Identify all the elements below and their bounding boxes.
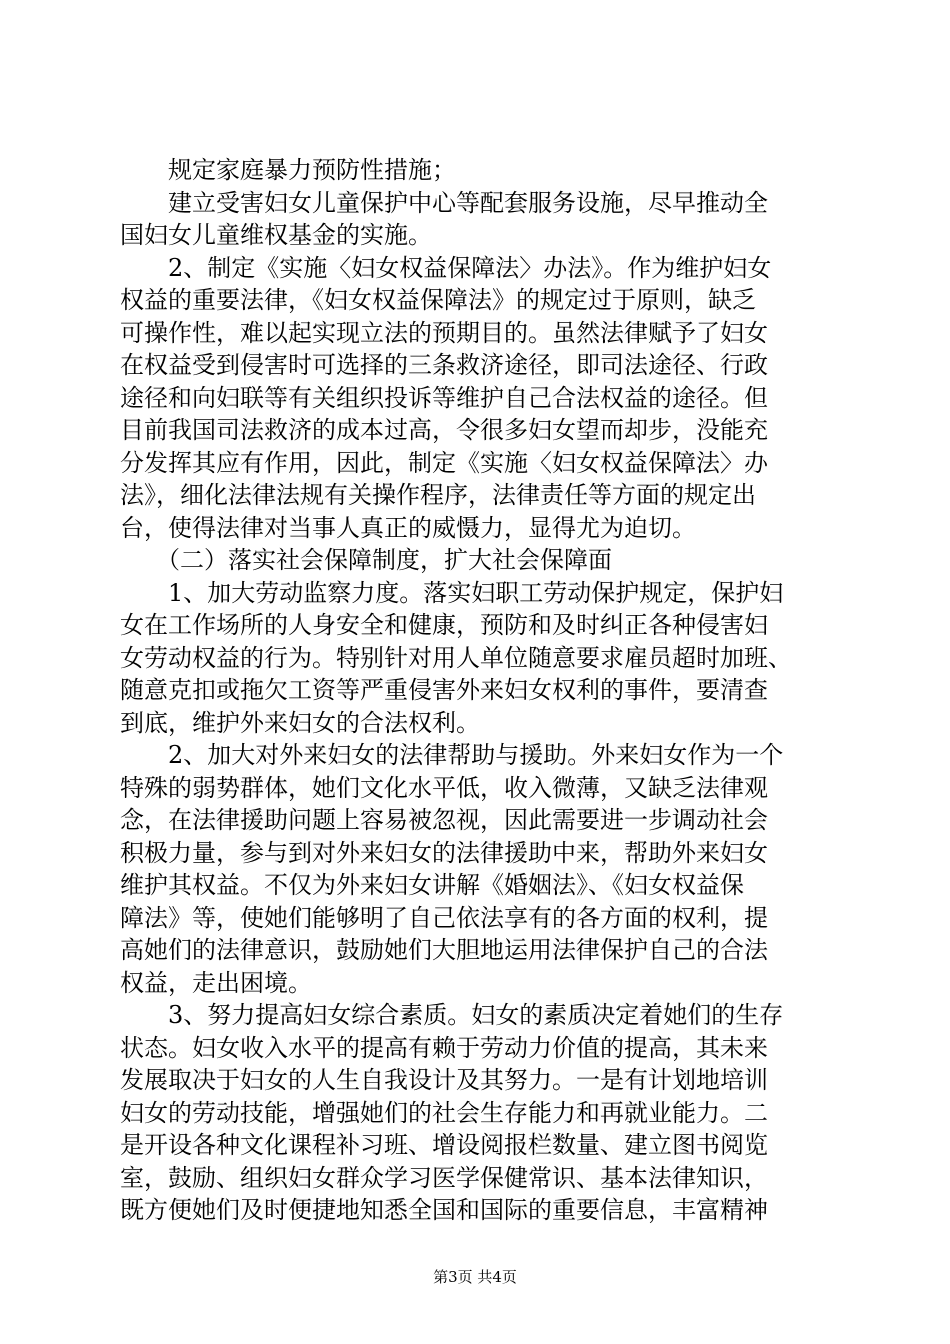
text-line: 到底，维护外来妇女的合法权利。 — [120, 708, 480, 737]
text-line: 3、努力提高妇女综合素质。妇女的素质决定着她们的生存 — [120, 1001, 784, 1029]
text-line: 妇女的劳动技能，增强她们的社会生存能力和再就业能力。二 — [120, 1098, 768, 1127]
text-line: 可操作性，难以起实现立法的预期目的。虽然法律赋予了妇女 — [120, 318, 768, 347]
text-line: 发展取决于妇女的人生自我设计及其努力。一是有计划地培训 — [120, 1066, 768, 1094]
text-line: 权益，走出困境。 — [120, 968, 312, 997]
text-line: 障法》等，使她们能够明了自己依法享有的各方面的权利，提 — [120, 903, 768, 932]
text-line: 室，鼓励、组织妇女群众学习医学保健常识、基本法律知识， — [120, 1163, 768, 1192]
text-line: 既方便她们及时便捷地知悉全国和国际的重要信息，丰富精神 — [120, 1196, 768, 1224]
text-line: 2、制定《实施〈妇女权益保障法〉办法》。作为维护妇女 — [120, 253, 772, 282]
text-line: 途径和向妇联等有关组织投诉等维护自己合法权益的途径。但 — [120, 383, 768, 412]
text-line: 维护其权益。不仅为外来妇女讲解《婚姻法》、《妇女权益保 — [120, 871, 744, 899]
text-line: 随意克扣或拖欠工资等严重侵害外来妇女权利的事件，要清查 — [120, 676, 768, 704]
text-line: （二）落实社会保障制度，扩大社会保障面 — [120, 546, 612, 574]
text-line: 目前我国司法救济的成本过高，令很多妇女望而却步，没能充 — [120, 416, 768, 444]
text-line: 积极力量，参与到对外来妇女的法律援助中来，帮助外来妇女 — [120, 838, 768, 867]
text-line: 特殊的弱势群体，她们文化水平低，收入微薄，又缺乏法律观 — [120, 773, 768, 802]
text-line: 2、加大对外来妇女的法律帮助与援助。外来妇女作为一个 — [120, 741, 784, 769]
text-line: 规定家庭暴力预防性措施； — [120, 156, 456, 184]
text-line: 权益的重要法律，《妇女权益保障法》的规定过于原则，缺乏 — [120, 286, 756, 314]
text-line: 状态。妇女收入水平的提高有赖于劳动力价值的提高，其未来 — [120, 1033, 768, 1062]
text-line: 高她们的法律意识，鼓励她们大胆地运用法律保护自己的合法 — [120, 936, 768, 964]
text-line: 念，在法律援助问题上容易被忽视，因此需要进一步调动社会 — [120, 806, 768, 834]
text-line: 在权益受到侵害时可选择的三条救济途径，即司法途径、行政 — [120, 351, 768, 379]
text-line: 女在工作场所的人身安全和健康，预防和及时纠正各种侵害妇 — [120, 611, 768, 639]
text-line: 分发挥其应有作用，因此，制定《实施〈妇女权益保障法〉办 — [120, 448, 768, 477]
text-line: 1、加大劳动监察力度。落实妇职工劳动保护规定，保护妇 — [120, 578, 784, 607]
text-line: 法》，细化法律法规有关操作程序，法律责任等方面的规定出 — [120, 481, 756, 509]
text-line: 女劳动权益的行为。特别针对用人单位随意要求雇员超时加班、 — [120, 643, 792, 672]
text-line: 台，使得法律对当事人真正的威慑力，显得尤为迫切。 — [120, 513, 696, 542]
text-line: 建立受害妇女儿童保护中心等配套服务设施，尽早推动全 — [120, 188, 768, 217]
text-line: 国妇女儿童维权基金的实施。 — [120, 221, 432, 249]
page-footer: 第3页 共4页 — [433, 1268, 517, 1286]
text-line: 是开设各种文化课程补习班、增设阅报栏数量、建立图书阅览 — [120, 1131, 768, 1159]
